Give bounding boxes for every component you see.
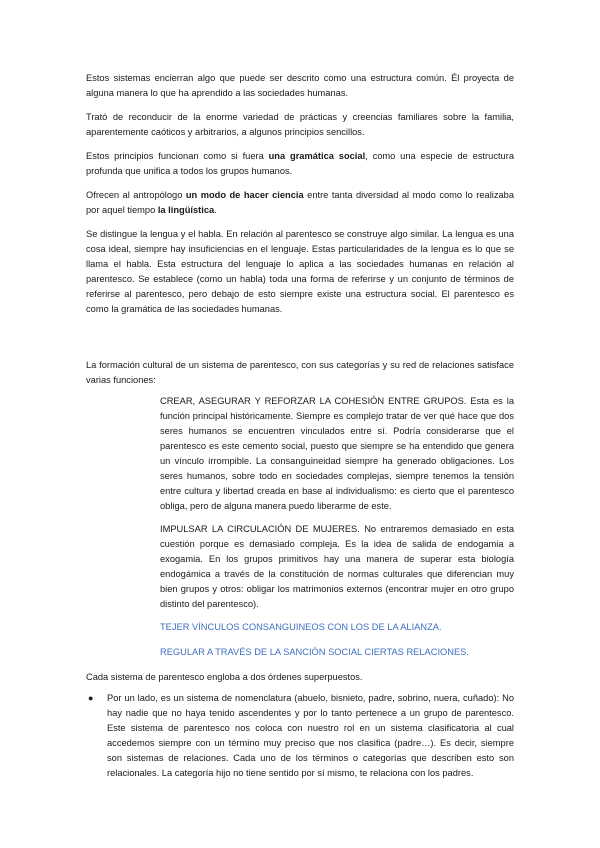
- list-item-nomenclatura: [86, 691, 514, 781]
- text-span: , como una especie de estructura profunda que unifica a todos los grupos humanos.: [86, 151, 514, 176]
- paragraph-dos-ordenes: Cada sistema de parentesco engloba a dos órdenes superpuestos.: [86, 672, 363, 682]
- paragraph-lengua-habla: Se distingue la lengua y el habla. En relación al parentesco se construye algo similar. La lengua es una cosa ideal, siempre hay insuficiencias en el lenguaje. Estas particularidades de la lengua es lo que se llama el habla. Esta estructura del lenguaje lo aplica a las sociedades humanas en relación al parentesco. Se establece (como un habla) toda una forma de referirse y un conjunto de términos de referirse al parentesco, pero debajo de esto siempre existe una estructura social. El parentesco es como la gramática de las sociedades humanas.: [86, 229, 514, 314]
- paragraph-reconducir: Trató de reconducir de la enorme variedad de prácticas y creencias familiares sobre la familia, aparentemente caóticos y arbitrarios, a algunos principios sencillos.: [86, 112, 514, 137]
- paragraph-modo-ciencia: [86, 188, 514, 218]
- paragraph-gramatica-social: [86, 149, 514, 179]
- list-item-text: Por un lado, es un sistema de nomenclatura (abuelo, bisnieto, padre, sobrino, nuera, cuñado): No hay nadie que no haya tenido ascendentes y por lo tanto pertenece a un grupo de parentesco. Este sistema de parentesco nos coloca con nuestro rol en un sistema clasificatoria al cual accedemos siempre con un término muy preciso que nos clasifica (padre…). Es decir, siempre son sistemas de relaciones. Cada uno de los términos o categorías que describen esto son relacionales. La categoría hijo no tiene sentido por sí mismo, te relaciona con los padres.: [107, 693, 514, 778]
- bold-term-linguistica: la lingüística: [157, 205, 215, 215]
- bold-term-modo-ciencia: un modo de hacer ciencia: [185, 190, 304, 200]
- bold-term-gramatica-social: una gramática social: [268, 151, 366, 161]
- function-circulacion-mujeres: IMPULSAR LA CIRCULACIÓN DE MUJERES. No entraremos demasiado en esta cuestión porque es demasiado compleja. Es la idea de salida de endogamia a exogamia. En los grupos primitivos hay una manera de superar esta biología endogámica a través de la constitución de normas culturales que diferencian muy bien grupos y otros: obligar los matrimonios externos (encontrar mujer en otro grupo distinto del parentesco).: [160, 524, 514, 609]
- text-span: .: [214, 205, 217, 215]
- paragraph-funciones-intro: La formación cultural de un sistema de parentesco, con sus categorías y su red de relaciones satisface varias funciones:: [86, 360, 514, 385]
- bullet-icon: ●: [88, 693, 94, 703]
- text-span: entre tanta diversidad al modo como lo realizaba por aquel tiempo: [86, 190, 514, 215]
- text-span: Estos principios funcionan como si fuera: [86, 151, 269, 161]
- spacer: [86, 326, 514, 358]
- function-regular-relaciones: REGULAR A TRAVÉS DE LA SANCIÓN SOCIAL CIERTAS RELACIONES.: [160, 647, 469, 657]
- function-cohesion: CREAR, ASEGURAR Y REFORZAR LA COHESIÓN ENTRE GRUPOS. Esta es la función principal históricamente. Siempre es complejo tratar de ver qué hace que dos seres humanos se encuentren vinculados entre sí. Podría considerarse que el parentesco es este cemento social, puesto que siempre se ha entendido que genera un vínculo irrompible. La consanguineidad siempre ha generado obligaciones. Los seres humanos, sobre todo en sociedades complejas, siempre tenemos la tensión entre cultura y libertad creada en base al individualismo: es cierto que el parentesco obliga, pero de alguna manera puedo liberarme de este.: [160, 396, 514, 511]
- text-span: Ofrecen al antropólogo: [86, 190, 186, 200]
- function-tejer-vinculos: TEJER VÍNCULOS CONSANGUINEOS CON LOS DE LA ALIANZA.: [160, 622, 442, 632]
- paragraph-estructura-comun: Estos sistemas encierran algo que puede ser descrito como una estructura común. Él proyecta de alguna manera lo que ha aprendido a las sociedades humanas.: [86, 73, 514, 98]
